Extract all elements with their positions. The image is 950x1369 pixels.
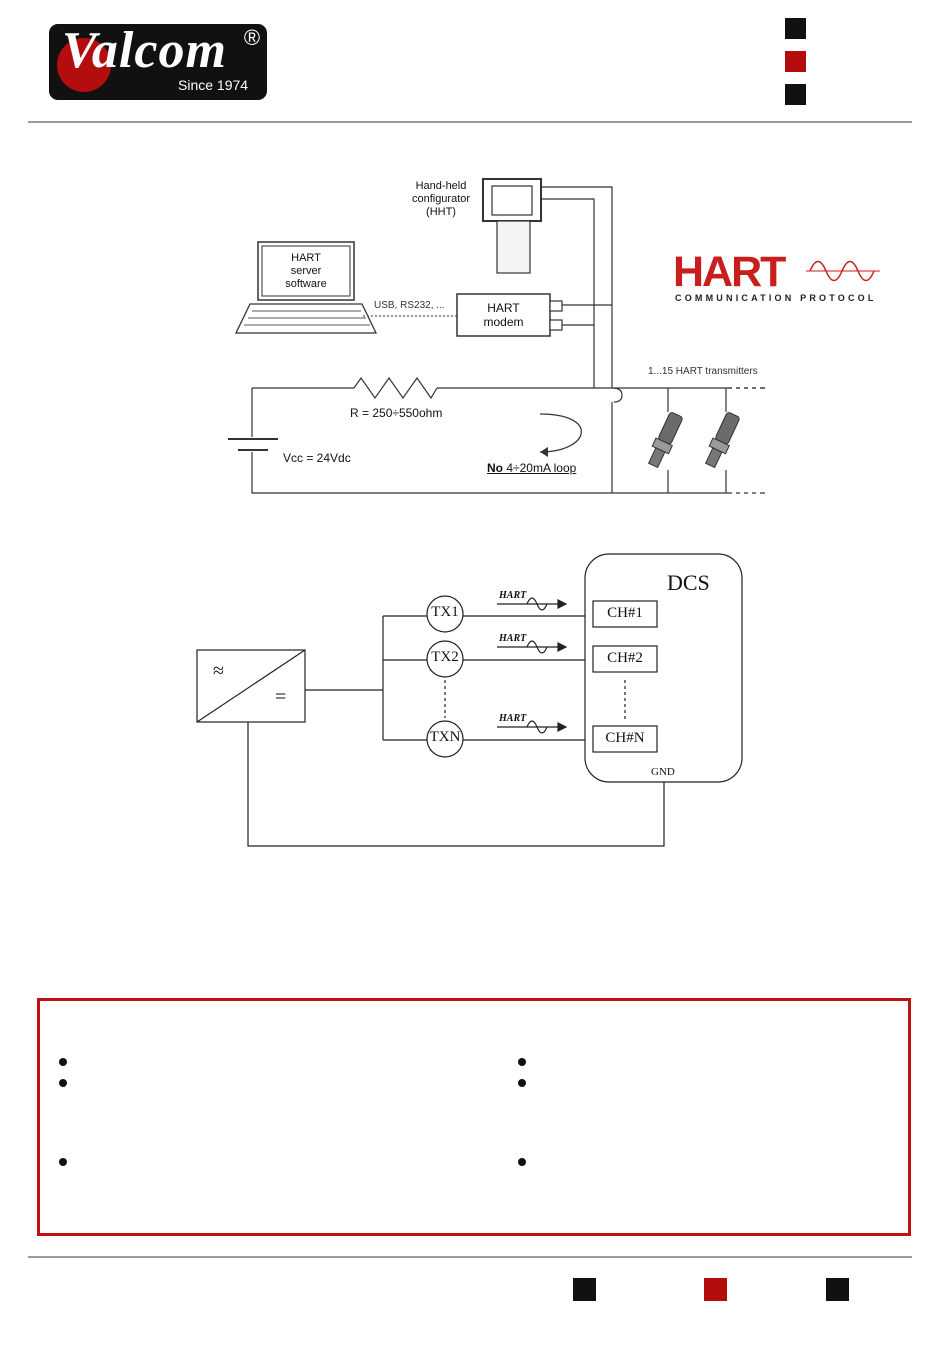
- footer-square-3: [826, 1278, 849, 1301]
- psu-dc-symbol: =: [275, 686, 287, 708]
- tx2-label: TX2: [431, 649, 459, 665]
- dcs-wiring-diagram: [0, 540, 950, 860]
- hart-tag-2: HART: [499, 633, 527, 644]
- chn-label: CH#N: [605, 730, 645, 746]
- feature-box: [37, 998, 911, 1236]
- hht-screen: [492, 186, 532, 215]
- ch1-label: CH#1: [607, 605, 643, 621]
- wire-hht-a: [541, 187, 612, 388]
- loop-arrow: [540, 414, 581, 452]
- server-software-label: HART server software: [285, 252, 327, 290]
- hart-tag-3: HART: [499, 713, 527, 724]
- bullet-right-2: [518, 1079, 526, 1087]
- footer-square-2: [704, 1278, 727, 1301]
- bullet-left-2: [59, 1079, 67, 1087]
- footer-square-1: [573, 1278, 596, 1301]
- bullet-left-3: [59, 1158, 67, 1166]
- hart-tag-1: HART: [499, 590, 527, 601]
- transmitters-label: 1...15 HART transmitters: [648, 366, 758, 377]
- txn-label: TXN: [429, 729, 461, 745]
- logo-registered-mark: ®: [243, 25, 261, 50]
- gnd-label: GND: [651, 766, 675, 778]
- transmitter-2: [702, 411, 742, 469]
- hart-network-diagram: [0, 0, 950, 520]
- hart-logo-word: HART: [673, 248, 785, 296]
- resistor-label: R = 250÷550ohm: [350, 406, 443, 420]
- loop-label: No 4÷20mA loop: [487, 461, 577, 475]
- logo-brand-text: Valcom: [62, 22, 227, 79]
- hht-label: Hand-held configurator (HHT): [411, 180, 471, 218]
- dcs-label: DCS: [667, 570, 710, 595]
- ch2-label: CH#2: [607, 650, 643, 666]
- transmitter-1: [645, 411, 685, 469]
- tx1-label: TX1: [431, 604, 459, 620]
- bullet-right-3: [518, 1158, 526, 1166]
- footer-divider: [28, 1256, 912, 1258]
- hht-keypad: [497, 221, 530, 273]
- vcc-label: Vcc = 24Vdc: [283, 451, 351, 465]
- hart-logo-subtitle: COMMUNICATION PROTOCOL: [675, 293, 877, 303]
- wire-crossover: [612, 388, 622, 402]
- psu-ac-symbol: ≈: [213, 660, 224, 682]
- resistor-zigzag: [354, 378, 437, 398]
- bullet-right-1: [518, 1058, 526, 1066]
- hart-modem-label: HART modem: [483, 301, 524, 329]
- usb-label: USB, RS232, ...: [374, 300, 445, 311]
- bullet-left-1: [59, 1058, 67, 1066]
- logo-since-text: Since 1974: [178, 77, 249, 93]
